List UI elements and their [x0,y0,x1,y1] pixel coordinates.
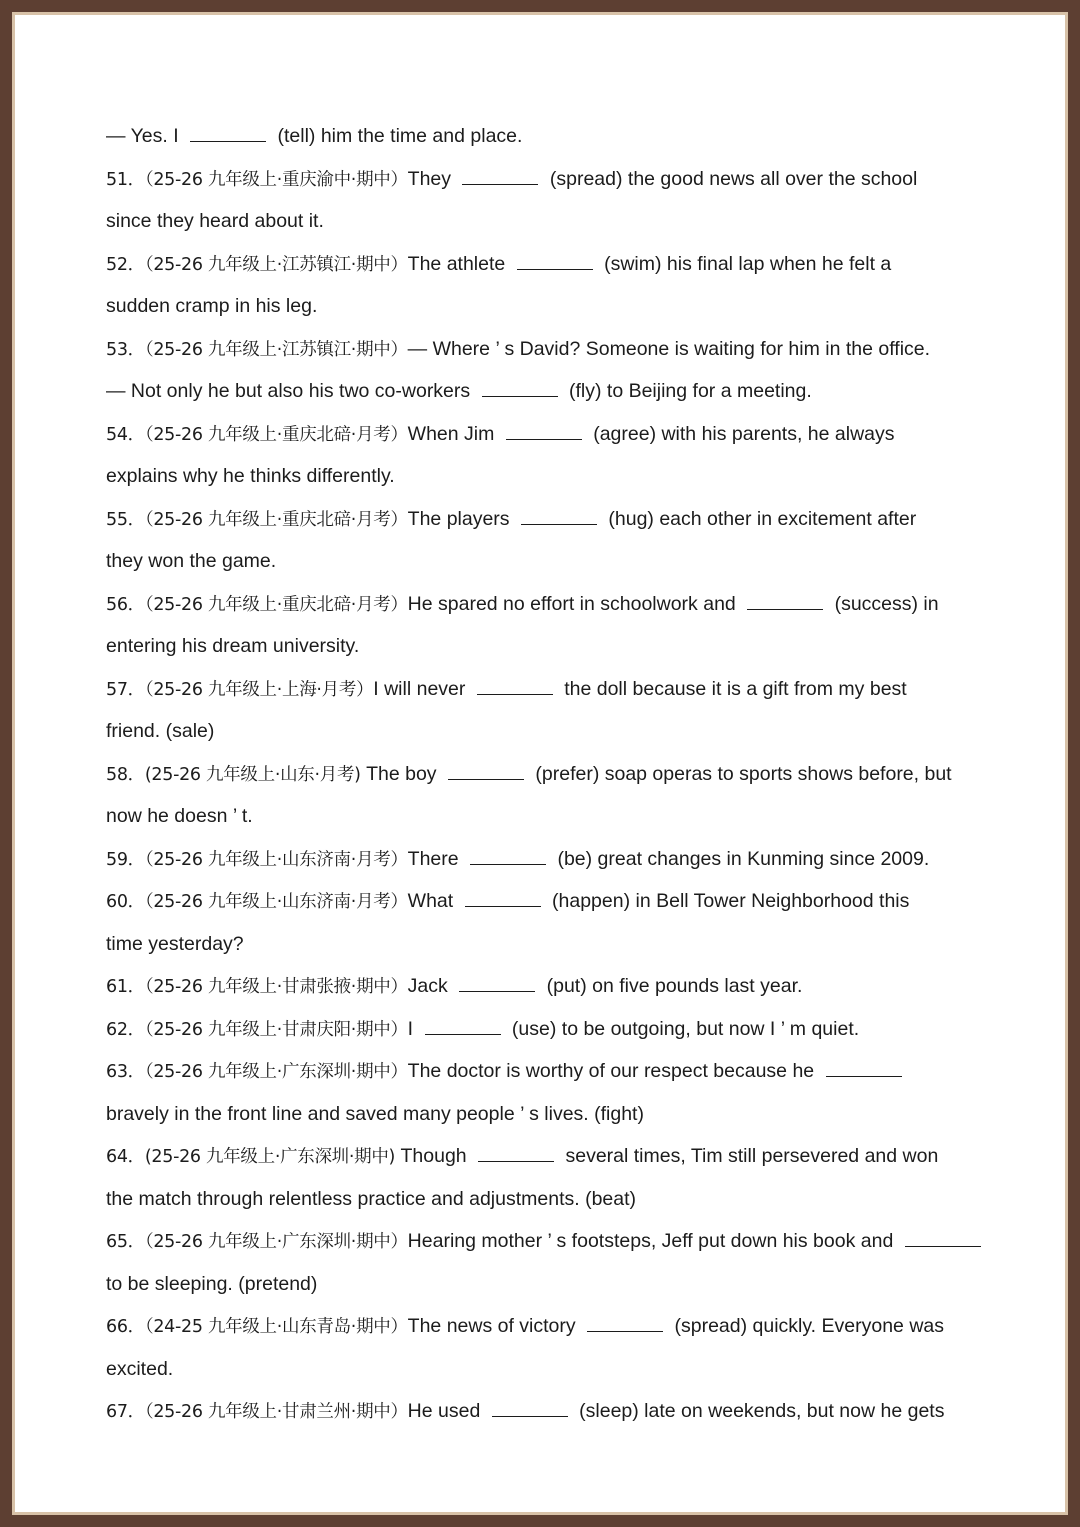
answer-blank[interactable] [587,1317,663,1332]
exercise-line [106,1263,996,1306]
exercise-line [106,1390,996,1433]
answer-blank[interactable] [470,850,546,865]
line-text: （25-26 九年级上·重庆北碚·月考） [144,424,408,445]
line-text: The doctor is worthy of our respect because he [407,1060,820,1082]
line-text: What [407,890,459,912]
line-text: the match through relentless practice and adjustments. (beat) [106,1187,637,1210]
exercise-line [106,328,996,371]
answer-blank[interactable] [506,425,582,440]
line-text: (prefer) soap operas to sports shows before, but [529,762,952,785]
page-frame [12,12,1068,1515]
line-text: 58． [106,764,145,785]
line-text: （25-26 九年级上·甘肃张掖·期中） [144,977,408,997]
line-text: time yesterday? [106,932,244,955]
exercise-line [106,285,996,328]
exercise-line [106,1008,996,1051]
line-text: now he doesn ’ t. [106,805,253,827]
line-text: He used [407,1400,486,1422]
answer-blank[interactable] [517,255,593,270]
line-text: 66． [106,1317,145,1337]
line-text: entering his dream university. [106,635,360,657]
line-text: (25-26 九年级上·山东·月考) [144,764,361,785]
line-text: they won the game. [106,550,277,572]
line-text: There [407,847,465,870]
line-text: 56． [106,594,145,615]
line-text: （24-25 九年级上·山东青岛·期中） [144,1317,408,1337]
line-text: （25-26 九年级上·重庆渝中·期中） [144,169,408,190]
answer-blank[interactable] [826,1062,902,1077]
line-text: （25-26 九年级上·重庆北碚·月考） [144,509,408,530]
line-text: （25-26 九年级上·上海·月考） [144,679,374,700]
answer-blank[interactable] [462,170,538,185]
line-text: (spread) quickly. Everyone was [669,1315,944,1337]
line-text: to be sleeping. (pretend) [106,1272,318,1295]
exercise-line [106,965,996,1008]
line-text: 52． [106,254,145,275]
line-text: the doll because it is a gift from my best [558,677,907,700]
line-text: — Where ’ s David? Someone is waiting for him in the office. [407,337,931,360]
line-text: 61． [106,977,145,997]
answer-blank[interactable] [190,127,266,142]
exercise-line [106,583,996,626]
line-text: Hearing mother ’ s footsteps, Jeff put down his book and [407,1230,899,1252]
line-text: 62． [106,1019,145,1040]
line-text: （25-26 九年级上·重庆北碚·月考） [144,594,408,615]
line-text: 63． [106,1062,145,1082]
line-text: (25-26 九年级上·广东深圳·期中) [144,1147,396,1167]
line-text: When Jim [407,422,500,445]
exercise-line [106,795,996,838]
exercise-line [106,115,996,158]
line-text: （25-26 九年级上·江苏镇江·期中） [144,339,408,360]
line-text: I [407,1017,419,1040]
answer-blank[interactable] [482,382,558,397]
line-text: explains why he thinks differently. [106,465,395,487]
line-text: The athlete [407,252,511,275]
answer-blank[interactable] [905,1232,981,1247]
line-text: sudden cramp in his leg. [106,295,318,317]
exercise-line [106,200,996,243]
exercise-line [106,1093,996,1136]
line-text: They [407,167,457,190]
line-text: bravely in the front line and saved many people ’ s lives. (fight) [106,1102,644,1125]
line-text: He spared no effort in schoolwork and [407,592,742,615]
line-text: 54． [106,424,145,445]
line-text: since they heard about it. [106,210,324,232]
exercise-line [106,540,996,583]
line-text: （25-26 九年级上·山东济南·月考） [144,892,408,912]
line-text: (be) great changes in Kunming since 2009. [552,847,930,870]
line-text: （25-26 九年级上·甘肃庆阳·期中） [144,1019,408,1040]
line-text: （25-26 九年级上·广东深圳·期中） [144,1062,408,1082]
line-text: （25-26 九年级上·广东深圳·期中） [144,1232,408,1252]
exercise-line [106,1178,996,1221]
exercise-line [106,838,996,881]
exercise-line [106,413,996,456]
line-text: 60． [106,892,145,912]
line-text: 57． [106,679,145,700]
line-text: （25-26 九年级上·山东济南·月考） [144,849,408,870]
line-text: I will never [373,677,471,700]
line-text: Though [395,1145,473,1167]
exercise-line [106,1220,996,1263]
exercise-list [106,115,996,1433]
line-text: 64． [106,1147,145,1167]
line-text: (fly) to Beijing for a meeting. [563,380,812,402]
exercise-line [106,1348,996,1391]
answer-blank[interactable] [478,1147,554,1162]
exercise-line [106,753,996,796]
line-text: 59． [106,849,145,870]
line-text: (use) to be outgoing, but now I ’ m quiet. [506,1017,860,1040]
line-text: （25-26 九年级上·甘肃兰州·期中） [144,1402,408,1422]
line-text: The boy [360,762,442,785]
line-text: (swim) his final lap when he felt a [598,252,892,275]
exercise-line [106,370,996,413]
line-text: friend. (sale) [106,720,215,742]
line-text: 65． [106,1232,145,1252]
line-text: 51． [106,169,145,190]
line-text: 53． [106,339,145,360]
line-text: The players [407,507,515,530]
line-text: （25-26 九年级上·江苏镇江·期中） [144,254,408,275]
exercise-line [106,498,996,541]
exercise-line [106,158,996,201]
line-text: (agree) with his parents, he always [587,422,895,445]
answer-blank[interactable] [425,1020,501,1035]
answer-blank[interactable] [477,680,553,695]
exercise-line [106,1135,996,1178]
line-text: excited. [106,1357,174,1380]
line-text: (happen) in Bell Tower Neighborhood this [546,890,910,912]
answer-blank[interactable] [521,510,597,525]
line-text: (sleep) late on weekends, but now he gets [573,1400,945,1422]
exercise-line [106,1305,996,1348]
line-text: 67． [106,1402,145,1422]
line-text: — Yes. I [106,125,185,147]
line-text: 55． [106,509,145,530]
line-text: (put) on five pounds last year. [541,975,803,997]
line-text: (tell) him the time and place. [272,125,523,147]
answer-blank[interactable] [492,1402,568,1417]
exercise-line [106,1050,996,1093]
exercise-line [106,923,996,966]
line-text: — Not only he but also his two co-workers [106,380,476,402]
answer-blank[interactable] [747,595,823,610]
exercise-line [106,243,996,286]
exercise-line [106,455,996,498]
line-text: Jack [407,975,454,997]
line-text: (success) in [829,592,939,615]
line-text: several times, Tim still persevered and won [560,1145,939,1167]
line-text: (hug) each other in excitement after [602,507,917,530]
answer-blank[interactable] [465,892,541,907]
line-text: The news of victory [407,1315,582,1337]
answer-blank[interactable] [448,765,524,780]
answer-blank[interactable] [459,977,535,992]
exercise-line [106,710,996,753]
exercise-line [106,625,996,668]
exercise-line [106,668,996,711]
exercise-line [106,880,996,923]
line-text: (spread) the good news all over the school [544,167,918,190]
